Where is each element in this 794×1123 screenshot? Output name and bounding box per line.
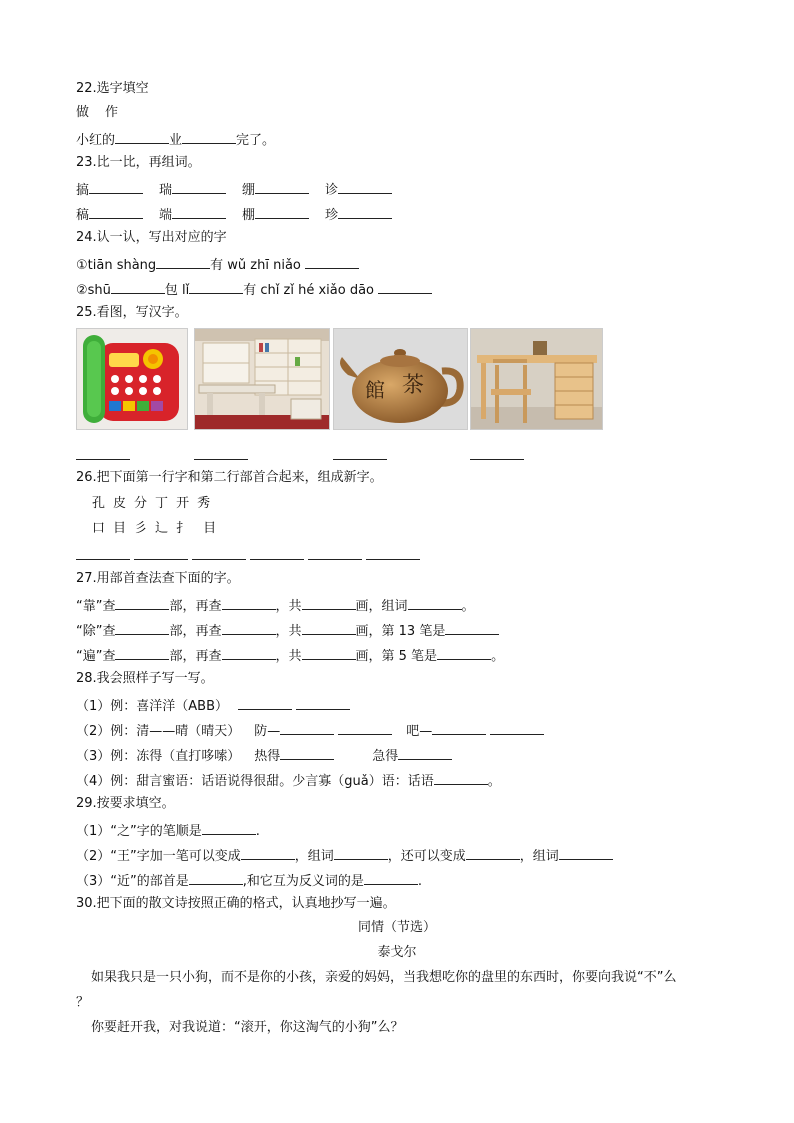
q26-row-2	[92, 520, 216, 538]
q24-pinyin: ①tiān shàng	[76, 258, 157, 273]
answer-blank[interactable]	[182, 129, 236, 144]
bookshelf-room-image	[194, 328, 330, 430]
q29-line-1	[76, 820, 260, 838]
q27-text: ，共	[275, 599, 302, 614]
q23-title: 23.比一比，再组词。	[76, 155, 201, 170]
q27-line-2	[76, 620, 499, 638]
q23-char: 珍	[325, 208, 339, 223]
answer-blank[interactable]	[172, 179, 226, 194]
q23-row-2	[76, 204, 392, 222]
q23-char: 棚	[242, 208, 256, 223]
q27-text: 画，第 5 笔是	[355, 649, 438, 664]
answer-blank[interactable]	[470, 458, 524, 460]
q26-radical: 扌	[176, 521, 190, 536]
q27-text: 画，组词	[355, 599, 408, 614]
q26-radical: 彡	[134, 521, 148, 536]
answer-blank[interactable]	[366, 545, 420, 560]
desk-chair-image	[470, 328, 603, 430]
answer-blank[interactable]	[338, 720, 392, 735]
q28-text: 吧—	[406, 724, 433, 739]
telephone-toy-icon	[77, 329, 187, 429]
q27-text: “除”查	[76, 624, 116, 639]
answer-blank[interactable]	[241, 845, 295, 860]
answer-blank[interactable]	[445, 620, 499, 635]
answer-blank[interactable]	[115, 595, 169, 610]
poem-title: 同情（节选）	[357, 920, 436, 935]
answer-blank[interactable]	[255, 179, 309, 194]
q29-text: .	[417, 874, 423, 889]
answer-blank[interactable]	[238, 695, 292, 710]
q29-text: （1）“之”字的笔顺是	[76, 824, 202, 839]
bookshelf-icon	[195, 329, 329, 429]
q29-text: ,和它互为反义词的是	[242, 874, 364, 889]
q24-pinyin: 有 wǔ zhī niǎo	[210, 258, 301, 273]
q25-title: 25.看图，写汉字。	[76, 305, 188, 320]
answer-blank[interactable]	[89, 204, 143, 219]
answer-blank[interactable]	[302, 645, 356, 660]
q28-line-1	[76, 695, 350, 713]
q23-char: 瑞	[159, 183, 173, 198]
answer-blank[interactable]	[172, 204, 226, 219]
answer-blank[interactable]	[559, 845, 613, 860]
answer-blank[interactable]	[202, 820, 256, 835]
answer-blank[interactable]	[194, 458, 248, 460]
q26-char: 孔	[92, 496, 106, 511]
answer-blank[interactable]	[76, 458, 130, 460]
answer-blank[interactable]	[364, 870, 418, 885]
teapot-label-1: 館	[365, 378, 385, 402]
answer-blank[interactable]	[134, 545, 188, 560]
q29-text: （3）“近”的部首是	[76, 874, 189, 889]
answer-blank[interactable]	[308, 545, 362, 560]
answer-blank[interactable]	[115, 129, 169, 144]
poem-paragraph-1: 如果我只是一只小狗，而不是你的小孩，亲爱的妈妈，当我想吃你的盘里的东西时，你要向我说“不”么	[91, 970, 677, 985]
answer-blank[interactable]	[189, 870, 243, 885]
q29-line-3	[76, 870, 422, 888]
answer-blank[interactable]	[490, 720, 544, 735]
answer-blank[interactable]	[434, 770, 488, 785]
q27-text: 。	[491, 649, 505, 664]
answer-blank[interactable]	[222, 620, 276, 635]
q22-text-2: 业	[169, 133, 183, 148]
answer-blank[interactable]	[76, 545, 130, 560]
q26-radical: 目	[113, 521, 127, 536]
answer-blank[interactable]	[115, 620, 169, 635]
q27-text: 部，再查	[169, 624, 222, 639]
q28-text: 。	[487, 774, 501, 789]
answer-blank[interactable]	[115, 645, 169, 660]
q23-char: 端	[159, 208, 173, 223]
q22-title: 22.选字填空	[76, 81, 149, 96]
q28-text: （3）例：冻得（直打哆嗦）	[76, 749, 241, 764]
q27-text: “遍”查	[76, 649, 116, 664]
answer-blank[interactable]	[280, 720, 334, 735]
q22-text-1: 小红的	[76, 133, 116, 148]
poem-author: 泰戈尔	[377, 945, 417, 960]
q28-title: 28.我会照样子写一写。	[76, 671, 214, 686]
q26-title: 26.把下面第一行字和第二行部首合起来，组成新字。	[76, 470, 383, 485]
q26-char: 秀	[197, 496, 211, 511]
q27-text: ，共	[275, 624, 302, 639]
q22-text-3: 完了。	[236, 133, 276, 148]
q26-row-1	[92, 495, 210, 513]
q26-radical: 目	[203, 521, 217, 536]
q27-text: 。	[461, 599, 475, 614]
answer-blank[interactable]	[338, 179, 392, 194]
q23-char: 绷	[242, 183, 256, 198]
q28-line-4	[76, 770, 501, 788]
q29-title: 29.按要求填空。	[76, 796, 175, 811]
q28-line-2	[76, 720, 544, 738]
teapot-image	[333, 328, 468, 430]
answer-blank[interactable]	[398, 745, 452, 760]
q28-text: 急得	[372, 749, 399, 764]
q22-choices	[76, 104, 118, 122]
answer-blank[interactable]	[378, 279, 432, 294]
q28-text: （2）例：清——晴（晴天）	[76, 724, 241, 739]
q23-char: 诊	[325, 183, 339, 198]
q23-char: 搞	[76, 183, 90, 198]
q24-line-1	[76, 254, 359, 272]
q23-char: 稿	[76, 208, 90, 223]
desk-icon	[471, 329, 602, 429]
answer-blank[interactable]	[222, 645, 276, 660]
q29-text: （2）“王”字加一笔可以变成	[76, 849, 241, 864]
q28-text: 防—	[254, 724, 281, 739]
answer-blank[interactable]	[192, 545, 246, 560]
q27-line-1	[76, 595, 475, 613]
q30-title: 30.把下面的散文诗按照正确的格式，认真地抄写一遍。	[76, 896, 396, 911]
q28-text: 热得	[254, 749, 281, 764]
teapot-label-2: 茶	[402, 373, 425, 398]
q27-line-3	[76, 645, 504, 663]
q26-char: 开	[176, 496, 190, 511]
answer-blank[interactable]	[466, 845, 520, 860]
q24-pinyin: 有 chǐ zǐ hé xiǎo dāo	[243, 283, 374, 298]
q27-text: “靠”查	[76, 599, 116, 614]
q24-pinyin: 包 lǐ	[164, 283, 190, 298]
q27-text: 部，再查	[169, 599, 222, 614]
q29-text: ，还可以变成	[387, 849, 466, 864]
q28-text: （4）例：甜言蜜语：话语说得很甜。少言寡（guǎ）语：话语	[76, 774, 434, 789]
q24-pinyin: ②shū	[76, 283, 111, 298]
teapot-icon	[334, 329, 467, 429]
answer-blank[interactable]	[302, 595, 356, 610]
answer-blank[interactable]	[302, 620, 356, 635]
q22-char-2: 作	[105, 105, 119, 120]
answer-blank[interactable]	[432, 720, 486, 735]
answer-blank[interactable]	[334, 845, 388, 860]
answer-blank[interactable]	[255, 204, 309, 219]
q29-line-2	[76, 845, 613, 863]
answer-blank[interactable]	[305, 254, 359, 269]
q28-line-3	[76, 745, 452, 763]
answer-blank[interactable]	[156, 254, 210, 269]
answer-blank[interactable]	[408, 595, 462, 610]
q29-text: ，组词	[519, 849, 559, 864]
q27-text: ，共	[275, 649, 302, 664]
answer-blank[interactable]	[111, 279, 165, 294]
answer-blank[interactable]	[338, 204, 392, 219]
q27-text: 画，第 13 笔是	[355, 624, 446, 639]
answer-blank[interactable]	[89, 179, 143, 194]
q26-char: 丁	[155, 496, 169, 511]
answer-blank[interactable]	[280, 745, 334, 760]
answer-blank[interactable]	[333, 458, 387, 460]
q22-sentence	[76, 129, 275, 147]
q29-text: ，组词	[294, 849, 334, 864]
q26-blanks	[76, 545, 420, 563]
q27-title: 27.用部首查法查下面的字。	[76, 571, 240, 586]
q26-char: 皮	[113, 496, 127, 511]
q26-radical: 辶	[155, 521, 169, 536]
poem-paragraph-2: 你要赶开我，对我说道：“滚开，你这淘气的小狗”么？	[91, 1020, 404, 1035]
q24-title: 24.认一认，写出对应的字	[76, 230, 227, 245]
answer-blank[interactable]	[189, 279, 243, 294]
answer-blank[interactable]	[250, 545, 304, 560]
q26-radical: 口	[92, 521, 106, 536]
q29-text: .	[255, 824, 260, 839]
q28-text: （1）例：喜洋洋（ABB）	[76, 699, 229, 714]
q22-char-1: 做	[76, 105, 90, 120]
q24-line-2	[76, 279, 432, 297]
answer-blank[interactable]	[296, 695, 350, 710]
telephone-toy-image	[76, 328, 188, 430]
q26-char: 分	[134, 496, 148, 511]
answer-blank[interactable]	[222, 595, 276, 610]
answer-blank[interactable]	[437, 645, 491, 660]
q27-text: 部，再查	[169, 649, 222, 664]
poem-paragraph-1-end: ？	[76, 995, 90, 1010]
q23-row-1	[76, 179, 392, 197]
